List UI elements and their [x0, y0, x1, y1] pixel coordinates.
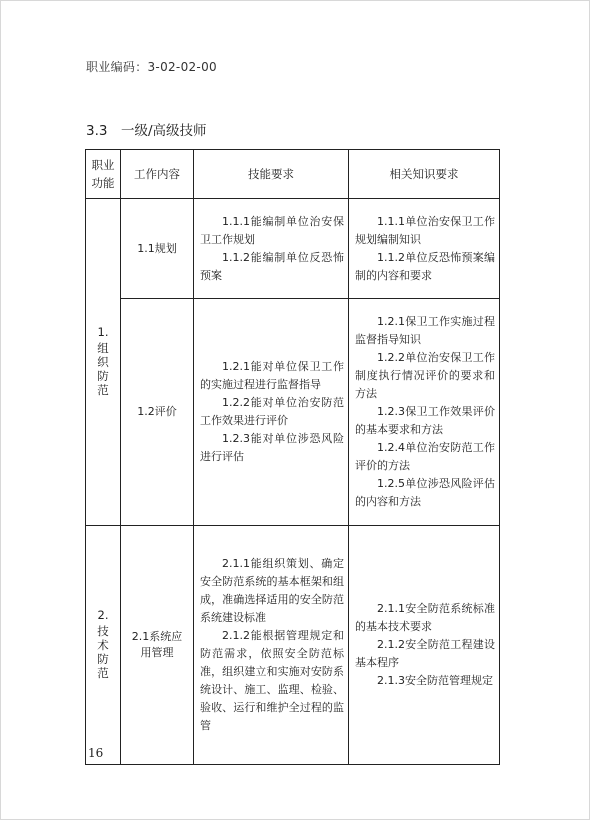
table-row	[86, 299, 500, 526]
function-cell	[86, 526, 121, 765]
skill-item: 1.2.1能对单位保卫工作的实施过程进行监督指导	[200, 360, 344, 391]
knowledge-item: 1.2.2单位治安保卫工作制度执行情况评价的要求和方法	[355, 351, 495, 400]
skill-item: 2.1.2能根据管理规定和防范需求，依照安全防范标准，组织建立和实施对安防系统设计、施工、监理、检验、验收、运行和维护全过程的监管	[200, 629, 344, 732]
skills-table	[85, 149, 500, 765]
knowledge-item: 1.2.5单位涉恐风险评估的内容和方法	[355, 477, 495, 508]
skill-item: 1.2.2能对单位治安防范工作效果进行评价	[200, 396, 344, 427]
function-name: 技术防范	[97, 623, 109, 680]
skills-cell	[194, 526, 349, 765]
function-number: 1.	[97, 324, 109, 339]
col-header-content: 工作内容	[121, 150, 194, 199]
skill-item: 1.1.2能编制单位反恐怖预案	[200, 250, 344, 282]
function-number: 2.	[97, 607, 109, 622]
function-name: 组织防范	[97, 340, 109, 397]
skills-cell	[194, 299, 349, 526]
knowledge-item: 1.1.1单位治安保卫工作规划编制知识	[355, 214, 495, 246]
knowledge-item: 1.2.4单位治安防范工作评价的方法	[355, 441, 495, 472]
content-cell: 1.1规划	[121, 199, 194, 299]
skill-item: 1.1.1能编制单位治安保卫工作规划	[200, 214, 344, 246]
col-header-skills: 技能要求	[194, 150, 349, 199]
knowledge-item: 1.1.2单位反恐怖预案编制的内容和要求	[355, 250, 495, 282]
section-title: 3.3 一级/高级技师	[86, 123, 207, 139]
function-cell	[86, 199, 121, 526]
knowledge-item: 2.1.2安全防范工程建设基本程序	[355, 638, 495, 669]
knowledge-cell	[349, 199, 500, 299]
table-row	[86, 526, 500, 765]
page-number: 16	[88, 746, 104, 760]
knowledge-cell	[349, 299, 500, 526]
job-code: 职业编码：3-02-02-00	[86, 60, 217, 74]
content-cell: 1.2评价	[121, 299, 194, 526]
table-row	[86, 199, 500, 299]
col-header-knowledge: 相关知识要求	[349, 150, 500, 199]
table-header-row	[86, 150, 500, 199]
knowledge-item: 2.1.3安全防范管理规定	[377, 674, 493, 687]
skill-item: 2.1.1能组织策划、确定安全防范系统的基本框架和组成，准确选择适用的安全防范系统建设标准	[200, 557, 344, 624]
skill-item: 1.2.3能对单位涉恐风险进行评估	[200, 432, 344, 463]
knowledge-item: 2.1.1安全防范系统标准的基本技术要求	[355, 602, 495, 633]
skills-cell	[194, 199, 349, 299]
content-cell: 2.1系统应用管理	[121, 526, 194, 765]
col-header-function: 职业功能	[86, 150, 121, 199]
knowledge-item: 1.2.1保卫工作实施过程监督指导知识	[355, 315, 495, 346]
knowledge-cell	[349, 526, 500, 765]
knowledge-item: 1.2.3保卫工作效果评价的基本要求和方法	[355, 405, 495, 436]
